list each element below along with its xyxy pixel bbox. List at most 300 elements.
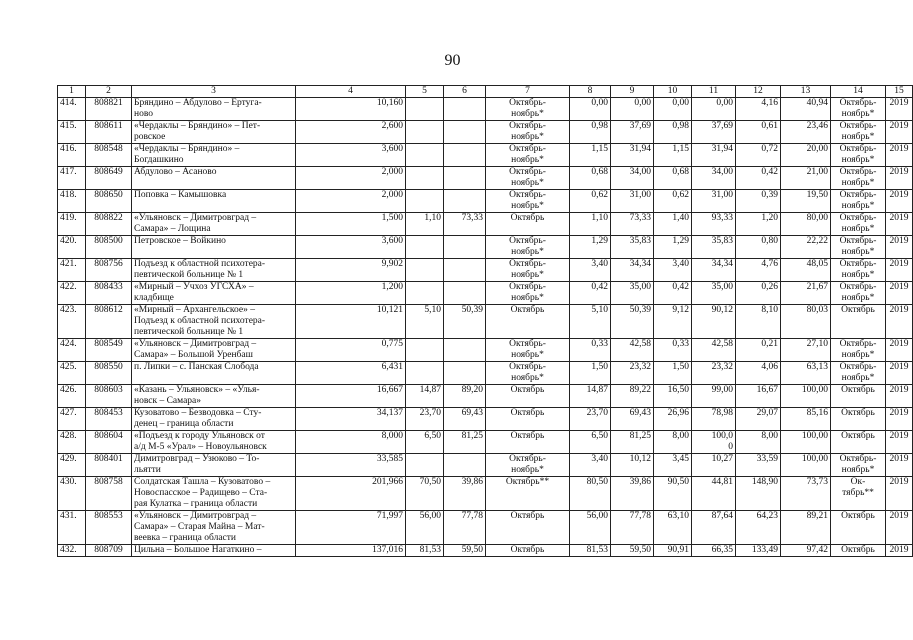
col11-value-line: 31,00 bbox=[711, 190, 733, 200]
period-final-cell bbox=[831, 385, 886, 408]
col5-value-cell bbox=[406, 454, 444, 477]
col11-value-cell bbox=[692, 98, 736, 121]
col11-value-cell bbox=[692, 236, 736, 259]
row-number-cell: 421. bbox=[58, 259, 86, 282]
period-cell bbox=[486, 190, 570, 213]
page-number: 90 bbox=[444, 52, 461, 69]
col11-value-line: 35,00 bbox=[711, 282, 733, 292]
period-final-line: Октябрь- bbox=[839, 144, 877, 154]
road-name-line: Самара» – Старая Майна – Мат- bbox=[134, 522, 265, 532]
col11-value-cell bbox=[692, 339, 736, 362]
row-number-cell: 416. bbox=[58, 144, 86, 167]
col11-value-line: 87,64 bbox=[711, 511, 733, 521]
col10-value-cell: 0,62 bbox=[654, 190, 692, 213]
length-km-cell: 8,000 bbox=[296, 431, 406, 454]
row-number-cell: 419. bbox=[58, 213, 86, 236]
table-row bbox=[58, 259, 913, 282]
col6-value-cell: 50,39 bbox=[444, 305, 486, 339]
road-id-cell: 808611 bbox=[86, 121, 132, 144]
period-line: ноябрь* bbox=[511, 155, 544, 165]
period-final-line: Ок- bbox=[850, 477, 866, 487]
length-km-cell: 71,997 bbox=[296, 511, 406, 545]
year-cell: 2019 bbox=[886, 339, 913, 362]
road-name-cell bbox=[132, 362, 296, 385]
period-cell bbox=[486, 545, 570, 557]
col9-value-cell: 0,00 bbox=[611, 98, 654, 121]
col9-value-cell: 31,00 bbox=[611, 190, 654, 213]
period-final-cell bbox=[831, 167, 886, 190]
col5-value-cell bbox=[406, 167, 444, 190]
year-cell: 2019 bbox=[886, 477, 913, 511]
col13-value-cell: 63,13 bbox=[781, 362, 831, 385]
year-cell: 2019 bbox=[886, 431, 913, 454]
col5-value-cell bbox=[406, 121, 444, 144]
road-name-line: Димитровград – Узюково – То- bbox=[134, 454, 260, 464]
col5-value-cell: 6,50 bbox=[406, 431, 444, 454]
col8-value-cell: 5,10 bbox=[570, 305, 611, 339]
year-cell: 2019 bbox=[886, 121, 913, 144]
col6-value-cell: 39,86 bbox=[444, 477, 486, 511]
col13-value-cell: 48,05 bbox=[781, 259, 831, 282]
period-line: Октябрь- bbox=[509, 144, 546, 154]
col11-value-line: 10,27 bbox=[711, 454, 733, 464]
col12-value-cell: 4,76 bbox=[736, 259, 781, 282]
col6-value-cell bbox=[444, 98, 486, 121]
length-km-cell: 1,200 bbox=[296, 282, 406, 305]
road-name-cell bbox=[132, 305, 296, 339]
period-final-cell bbox=[831, 477, 886, 511]
length-km-cell: 137,016 bbox=[296, 545, 406, 557]
col8-value-cell: 1,29 bbox=[570, 236, 611, 259]
period-line: Октябрь** bbox=[505, 477, 550, 487]
column-header-6: 6 bbox=[444, 86, 486, 98]
col13-value-cell: 40,94 bbox=[781, 98, 831, 121]
col11-value-cell bbox=[692, 282, 736, 305]
col12-value-cell: 0,61 bbox=[736, 121, 781, 144]
col13-value-cell: 21,67 bbox=[781, 282, 831, 305]
road-id-cell: 808604 bbox=[86, 431, 132, 454]
period-line: Октябрь bbox=[510, 431, 545, 441]
road-name-line: Солдатская Ташла – Кузоватово – bbox=[134, 477, 271, 487]
period-cell bbox=[486, 259, 570, 282]
col11-value-line: 37,69 bbox=[711, 121, 733, 131]
col6-value-cell: 81,25 bbox=[444, 431, 486, 454]
col10-value-cell: 0,00 bbox=[654, 98, 692, 121]
col11-value-line: 93,33 bbox=[711, 213, 733, 223]
period-line: Октябрь- bbox=[509, 362, 546, 372]
col11-value-line: 90,12 bbox=[711, 305, 733, 315]
table-row bbox=[58, 121, 913, 144]
period-final-line: Октябрь- bbox=[839, 259, 877, 269]
road-name-line: денец – граница области bbox=[134, 419, 234, 429]
col6-value-cell: 77,78 bbox=[444, 511, 486, 545]
period-final-line: Октябрь bbox=[841, 431, 875, 441]
road-name-cell bbox=[132, 190, 296, 213]
road-id-cell: 808603 bbox=[86, 385, 132, 408]
col6-value-cell bbox=[444, 144, 486, 167]
col5-value-cell bbox=[406, 362, 444, 385]
col10-value-cell: 0,68 bbox=[654, 167, 692, 190]
col11-value-line: 100,0 bbox=[711, 431, 733, 441]
col11-value-line: 34,34 bbox=[711, 259, 733, 269]
period-final-line: ноябрь* bbox=[841, 201, 875, 211]
col10-value-cell: 9,12 bbox=[654, 305, 692, 339]
table-row bbox=[58, 477, 913, 511]
year-cell: 2019 bbox=[886, 190, 913, 213]
road-id-cell: 808548 bbox=[86, 144, 132, 167]
road-name-line: ново bbox=[134, 109, 154, 119]
col5-value-cell: 1,10 bbox=[406, 213, 444, 236]
road-name-line: Подъезд к областной психотера- bbox=[134, 316, 266, 326]
col9-value-cell: 34,34 bbox=[611, 259, 654, 282]
col5-value-cell: 5,10 bbox=[406, 305, 444, 339]
col5-value-cell bbox=[406, 98, 444, 121]
period-cell bbox=[486, 144, 570, 167]
road-name-cell bbox=[132, 282, 296, 305]
col12-value-cell: 4,06 bbox=[736, 362, 781, 385]
col10-value-cell: 8,00 bbox=[654, 431, 692, 454]
col6-value-cell bbox=[444, 454, 486, 477]
col12-value-cell: 1,20 bbox=[736, 213, 781, 236]
road-name-cell bbox=[132, 545, 296, 557]
table-row bbox=[58, 144, 913, 167]
period-line: ноябрь* bbox=[511, 293, 544, 303]
period-final-line: Октябрь bbox=[841, 545, 875, 555]
road-id-cell: 808453 bbox=[86, 408, 132, 431]
col10-value-cell: 3,40 bbox=[654, 259, 692, 282]
length-km-cell: 16,667 bbox=[296, 385, 406, 408]
col13-value-cell: 100,00 bbox=[781, 431, 831, 454]
road-name-cell bbox=[132, 339, 296, 362]
road-name-line: «Мирный – Учхоз УГСХА» – bbox=[134, 282, 254, 292]
length-km-cell: 9,902 bbox=[296, 259, 406, 282]
col11-value-line: 42,58 bbox=[711, 339, 733, 349]
col11-value-line: 35,83 bbox=[711, 236, 733, 246]
col11-value-cell bbox=[692, 545, 736, 557]
year-cell: 2019 bbox=[886, 305, 913, 339]
table-row bbox=[58, 282, 913, 305]
period-final-line: тябрь** bbox=[842, 488, 874, 498]
col13-value-cell: 97,42 bbox=[781, 545, 831, 557]
col6-value-cell bbox=[444, 236, 486, 259]
col6-value-cell bbox=[444, 190, 486, 213]
period-line: ноябрь* bbox=[511, 132, 544, 142]
table-row bbox=[58, 339, 913, 362]
period-final-line: ноябрь* bbox=[841, 270, 875, 280]
year-cell: 2019 bbox=[886, 545, 913, 557]
year-cell: 2019 bbox=[886, 98, 913, 121]
col8-value-cell: 0,68 bbox=[570, 167, 611, 190]
col5-value-cell bbox=[406, 259, 444, 282]
col11-value-cell bbox=[692, 362, 736, 385]
period-final-line: Октябрь- bbox=[839, 190, 877, 200]
period-final-cell bbox=[831, 190, 886, 213]
period-cell bbox=[486, 305, 570, 339]
col11-value-line: 23,32 bbox=[711, 362, 733, 372]
col8-value-cell: 0,33 bbox=[570, 339, 611, 362]
road-name-line: Самара» – Большой Уренбаш bbox=[134, 350, 253, 360]
column-header-11: 11 bbox=[692, 86, 736, 98]
period-line: Октябрь bbox=[510, 408, 545, 418]
col13-value-cell: 22,22 bbox=[781, 236, 831, 259]
road-name-line: певтической больнице № 1 bbox=[134, 327, 244, 337]
row-number-cell: 432. bbox=[58, 545, 86, 557]
period-line: ноябрь* bbox=[511, 350, 544, 360]
period-cell bbox=[486, 98, 570, 121]
period-cell bbox=[486, 511, 570, 545]
period-final-cell bbox=[831, 121, 886, 144]
col12-value-cell: 133,49 bbox=[736, 545, 781, 557]
road-name-cell bbox=[132, 408, 296, 431]
column-header-8: 8 bbox=[570, 86, 611, 98]
length-km-cell: 1,500 bbox=[296, 213, 406, 236]
row-number-cell: 431. bbox=[58, 511, 86, 545]
col10-value-cell: 1,29 bbox=[654, 236, 692, 259]
col13-value-cell: 21,00 bbox=[781, 167, 831, 190]
col9-value-cell: 50,39 bbox=[611, 305, 654, 339]
col8-value-cell: 0,62 bbox=[570, 190, 611, 213]
col9-value-cell: 23,32 bbox=[611, 362, 654, 385]
col10-value-cell: 1,15 bbox=[654, 144, 692, 167]
period-final-line: Октябрь- bbox=[839, 339, 877, 349]
col13-value-cell: 20,00 bbox=[781, 144, 831, 167]
col12-value-cell: 16,67 bbox=[736, 385, 781, 408]
road-name-line: кладбище bbox=[134, 293, 174, 303]
period-cell bbox=[486, 236, 570, 259]
col8-value-cell: 80,50 bbox=[570, 477, 611, 511]
period-final-line: ноябрь* bbox=[841, 178, 875, 188]
length-km-cell: 2,600 bbox=[296, 121, 406, 144]
col10-value-cell: 90,50 bbox=[654, 477, 692, 511]
period-final-line: Октябрь- bbox=[839, 236, 877, 246]
col11-value-line: 99,00 bbox=[711, 385, 733, 395]
road-name-line: «Ульяновск – Димитровград – bbox=[134, 339, 257, 349]
col12-value-cell: 8,10 bbox=[736, 305, 781, 339]
period-line: ноябрь* bbox=[511, 373, 544, 383]
road-name-cell bbox=[132, 477, 296, 511]
col12-value-cell: 0,42 bbox=[736, 167, 781, 190]
year-cell: 2019 bbox=[886, 511, 913, 545]
length-km-cell: 3,600 bbox=[296, 144, 406, 167]
table-row bbox=[58, 385, 913, 408]
table-row bbox=[58, 190, 913, 213]
period-final-line: Октябрь- bbox=[839, 454, 877, 464]
period-final-line: Октябрь- bbox=[839, 98, 877, 108]
period-line: Октябрь bbox=[510, 545, 545, 555]
length-km-cell: 6,431 bbox=[296, 362, 406, 385]
road-name-line: певтической больнице № 1 bbox=[134, 270, 244, 280]
road-name-line: Поповка – Камышовка bbox=[134, 190, 227, 200]
road-name-cell bbox=[132, 511, 296, 545]
period-line: Октябрь- bbox=[509, 282, 546, 292]
col8-value-cell: 1,10 bbox=[570, 213, 611, 236]
col13-value-cell: 23,46 bbox=[781, 121, 831, 144]
col9-value-cell: 31,94 bbox=[611, 144, 654, 167]
road-name-line: а/д М-5 «Урал» – Новоульяновск bbox=[134, 442, 267, 452]
column-header-1: 1 bbox=[58, 86, 86, 98]
road-name-cell bbox=[132, 98, 296, 121]
table-row bbox=[58, 167, 913, 190]
road-id-cell: 808822 bbox=[86, 213, 132, 236]
period-line: Октябрь bbox=[510, 511, 545, 521]
length-km-cell: 10,121 bbox=[296, 305, 406, 339]
col9-value-cell: 35,00 bbox=[611, 282, 654, 305]
road-name-line: Бряндино – Абдулово – Ертуга- bbox=[134, 98, 262, 108]
col11-value-cell bbox=[692, 385, 736, 408]
period-line: Октябрь- bbox=[509, 339, 546, 349]
period-cell bbox=[486, 431, 570, 454]
col10-value-cell: 3,45 bbox=[654, 454, 692, 477]
row-number-cell: 414. bbox=[58, 98, 86, 121]
col5-value-cell bbox=[406, 236, 444, 259]
col6-value-cell bbox=[444, 121, 486, 144]
period-final-line: Октябрь- bbox=[839, 213, 877, 223]
table-row bbox=[58, 545, 913, 557]
period-final-line: ноябрь* bbox=[841, 224, 875, 234]
col5-value-cell: 56,00 bbox=[406, 511, 444, 545]
table-row bbox=[58, 362, 913, 385]
road-id-cell: 808650 bbox=[86, 190, 132, 213]
road-id-cell: 808433 bbox=[86, 282, 132, 305]
column-header-12: 12 bbox=[736, 86, 781, 98]
table-body bbox=[58, 98, 913, 557]
period-final-line: ноябрь* bbox=[841, 350, 875, 360]
col10-value-cell: 90,91 bbox=[654, 545, 692, 557]
col9-value-cell: 37,69 bbox=[611, 121, 654, 144]
period-final-line: Октябрь bbox=[841, 511, 875, 521]
col11-value-line: 66,35 bbox=[711, 545, 733, 555]
row-number-cell: 430. bbox=[58, 477, 86, 511]
road-id-cell: 808500 bbox=[86, 236, 132, 259]
road-name-line: «Мирный – Архангельское» – bbox=[134, 305, 255, 315]
col10-value-cell: 16,50 bbox=[654, 385, 692, 408]
col6-value-cell bbox=[444, 282, 486, 305]
length-km-cell: 34,137 bbox=[296, 408, 406, 431]
period-final-cell bbox=[831, 236, 886, 259]
period-final-cell bbox=[831, 408, 886, 431]
road-name-line: «Ульяновск – Димитровград – bbox=[134, 511, 257, 521]
col11-value-cell bbox=[692, 408, 736, 431]
length-km-cell: 10,160 bbox=[296, 98, 406, 121]
period-final-cell bbox=[831, 431, 886, 454]
col13-value-cell: 19,50 bbox=[781, 190, 831, 213]
col6-value-cell: 89,20 bbox=[444, 385, 486, 408]
period-line: Октябрь bbox=[510, 385, 545, 395]
col12-value-cell: 0,80 bbox=[736, 236, 781, 259]
column-header-9: 9 bbox=[611, 86, 654, 98]
col11-value-line: 34,00 bbox=[711, 167, 733, 177]
period-final-line: ноябрь* bbox=[841, 132, 875, 142]
row-number-cell: 420. bbox=[58, 236, 86, 259]
period-final-cell bbox=[831, 144, 886, 167]
col10-value-cell: 1,40 bbox=[654, 213, 692, 236]
col11-value-cell bbox=[692, 477, 736, 511]
road-registry-table bbox=[57, 85, 913, 557]
col12-value-cell: 0,39 bbox=[736, 190, 781, 213]
col12-value-cell: 29,07 bbox=[736, 408, 781, 431]
col5-value-cell: 14,87 bbox=[406, 385, 444, 408]
col5-value-cell bbox=[406, 339, 444, 362]
row-number-cell: 425. bbox=[58, 362, 86, 385]
row-number-cell: 423. bbox=[58, 305, 86, 339]
col11-value-cell bbox=[692, 305, 736, 339]
row-number-cell: 422. bbox=[58, 282, 86, 305]
col11-value-line: 31,94 bbox=[711, 144, 733, 154]
col11-value-cell bbox=[692, 511, 736, 545]
road-name-line: льятти bbox=[134, 465, 161, 475]
col13-value-cell: 85,16 bbox=[781, 408, 831, 431]
col8-value-cell: 56,00 bbox=[570, 511, 611, 545]
column-header-3: 3 bbox=[132, 86, 296, 98]
length-km-cell: 3,600 bbox=[296, 236, 406, 259]
length-km-cell: 0,775 bbox=[296, 339, 406, 362]
col11-value-line: 0,00 bbox=[716, 98, 733, 108]
col8-value-cell: 6,50 bbox=[570, 431, 611, 454]
period-line: Октябрь- bbox=[509, 454, 546, 464]
col12-value-cell: 0,26 bbox=[736, 282, 781, 305]
period-line: ноябрь* bbox=[511, 109, 544, 119]
road-name-cell bbox=[132, 236, 296, 259]
row-number-cell: 427. bbox=[58, 408, 86, 431]
col8-value-cell: 1,50 bbox=[570, 362, 611, 385]
period-cell bbox=[486, 282, 570, 305]
road-id-cell: 808709 bbox=[86, 545, 132, 557]
col11-value-cell bbox=[692, 121, 736, 144]
col9-value-cell: 10,12 bbox=[611, 454, 654, 477]
col10-value-cell: 0,42 bbox=[654, 282, 692, 305]
col10-value-cell: 0,33 bbox=[654, 339, 692, 362]
col8-value-cell: 0,98 bbox=[570, 121, 611, 144]
row-number-cell: 415. bbox=[58, 121, 86, 144]
col6-value-cell bbox=[444, 362, 486, 385]
col12-value-cell: 33,59 bbox=[736, 454, 781, 477]
col11-value-cell bbox=[692, 167, 736, 190]
row-number-cell: 424. bbox=[58, 339, 86, 362]
road-name-line: Новоспасское – Радищево – Ста- bbox=[134, 488, 268, 498]
column-header-14: 14 bbox=[831, 86, 886, 98]
col13-value-cell: 100,00 bbox=[781, 454, 831, 477]
period-cell bbox=[486, 477, 570, 511]
period-cell bbox=[486, 454, 570, 477]
table-row bbox=[58, 408, 913, 431]
header-row bbox=[58, 86, 913, 98]
table-row bbox=[58, 98, 913, 121]
col5-value-cell: 70,50 bbox=[406, 477, 444, 511]
period-line: Октябрь- bbox=[509, 121, 546, 131]
col11-value-cell bbox=[692, 144, 736, 167]
period-line: ноябрь* bbox=[511, 178, 544, 188]
col11-value-cell bbox=[692, 454, 736, 477]
road-name-cell bbox=[132, 121, 296, 144]
period-final-cell bbox=[831, 511, 886, 545]
period-final-line: ноябрь* bbox=[841, 155, 875, 165]
col8-value-cell: 0,00 bbox=[570, 98, 611, 121]
period-cell bbox=[486, 362, 570, 385]
period-final-line: Октябрь bbox=[841, 385, 875, 395]
year-cell: 2019 bbox=[886, 282, 913, 305]
year-cell: 2019 bbox=[886, 167, 913, 190]
col9-value-cell: 39,86 bbox=[611, 477, 654, 511]
road-id-cell: 808553 bbox=[86, 511, 132, 545]
road-name-line: Богдашкино bbox=[134, 155, 184, 165]
road-name-cell bbox=[132, 385, 296, 408]
road-name-line: веевка – граница области bbox=[134, 533, 236, 543]
road-name-line: «Подъезд к городу Ульяновск от bbox=[134, 431, 265, 441]
period-final-cell bbox=[831, 259, 886, 282]
period-line: ноябрь* bbox=[511, 201, 544, 211]
col9-value-cell: 89,22 bbox=[611, 385, 654, 408]
col10-value-cell: 26,96 bbox=[654, 408, 692, 431]
